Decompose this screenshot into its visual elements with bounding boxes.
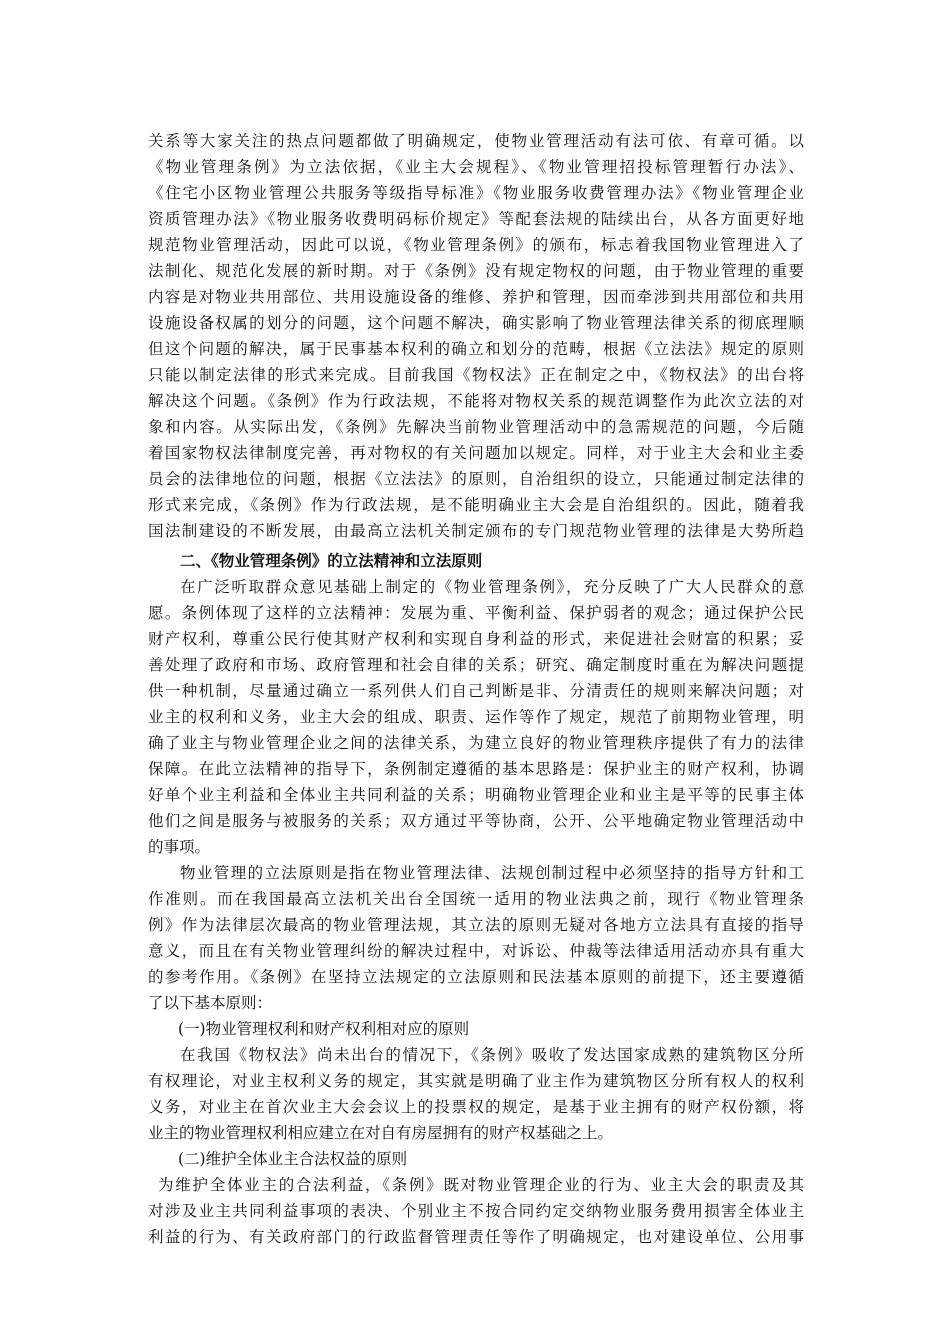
paragraph-line: 物业管理的立法原则是指在物业管理法律、法规创制过程中必须坚持的指导方针和工 <box>180 864 804 882</box>
paragraph-line: 解决这个问题。《条例》作为行政法规，不能将对物权关系的规范调整作为此次立法的对 <box>148 392 804 410</box>
paragraph-line: 有权理论，对业主权利义务的规定，其实就是明确了业主作为建筑物区分所有权人的权利 <box>148 1072 804 1090</box>
paragraph-line: 例》作为法律层次最高的物业管理法规，其立法的原则无疑对各地方立法具有直接的指导 <box>148 916 804 934</box>
paragraph-line: 的事项。 <box>148 838 211 856</box>
paragraph-line: 《住宅小区物业管理公共服务等级指导标准》《物业服务收费管理办法》《物业管理企业 <box>148 184 804 202</box>
section-heading: 二、《物业管理条例》的立法精神和立法原则 <box>180 551 483 570</box>
paragraph-line: 业主的权利和义务，业主大会的组成、职责、运作等作了规定，规范了前期物业管理，明 <box>148 708 804 726</box>
paragraph-line: 规范物业管理活动，因此可以说，《物业管理条例》的颁布，标志着我国物业管理进入了 <box>148 236 804 254</box>
paragraph-line: 意义，而且在有关物业管理纠纷的解决过程中，对诉讼、仲裁等法律适用活动亦具有重大 <box>148 942 804 960</box>
paragraph-line: 内容是对物业共用部位、共用设施设备的维修、养护和管理，因而牵涉到共用部位和共用 <box>148 288 804 306</box>
paragraph-line: 财产权利，尊重公民行使其财产权利和实现自身利益的形式，来促进社会财富的积累；妥 <box>148 630 804 648</box>
paragraph-line: 形式来完成，《条例》作为行政法规，是不能明确业主大会是自治组织的。因此，随着我 <box>148 496 804 514</box>
paragraph-line: 在我国《物权法》尚未出台的情况下，《条例》吸收了发达国家成熟的建筑物区分所 <box>180 1046 804 1064</box>
paragraph-line: 只能以制定法律的形式来完成。目前我国《物权法》正在制定之中，《物权法》的出台将 <box>148 366 804 384</box>
paragraph-line: 好单个业主利益和全体业主共同利益的关系；明确物业管理企业和业主是平等的民事主体 <box>148 786 804 804</box>
paragraph-line: 的参考作用。《条例》在坚持立法规定的立法原则和民法基本原则的前提下，还主要遵循 <box>148 968 804 986</box>
paragraph-line: 在广泛听取群众意见基础上制定的《物业管理条例》，充分反映了广大人民群众的意 <box>180 578 804 596</box>
paragraph-line: 愿。条例体现了这样的立法精神：发展为重、平衡利益、保护弱者的观念；通过保护公民 <box>148 604 804 622</box>
paragraph-line: 供一种机制，尽量通过确立一系列供人们自己判断是非、分清责任的规则来解决问题；对 <box>148 682 804 700</box>
paragraph-line: 为维护全体业主的合法利益，《条例》既对物业管理企业的行为、业主大会的职责及其 <box>158 1176 804 1194</box>
paragraph-line: 设施设备权属的划分的问题，这个问题不解决，确实影响了物业管理法律关系的彻底理顺 <box>148 314 804 332</box>
principle-item-title: (一)物业管理权利和财产权利相对应的原则 <box>178 1020 470 1038</box>
paragraph-line: 利益的行为、有关政府部门的行政监督管理责任等作了明确规定，也对建设单位、公用事 <box>148 1228 804 1246</box>
paragraph-line: 确了业主与物业管理企业之间的法律关系，为建立良好的物业管理秩序提供了有力的法律 <box>148 734 804 752</box>
paragraph-line: 他们之间是服务与被服务的关系；双方通过平等协商，公开、公平地确定物业管理活动中 <box>148 812 804 830</box>
paragraph-line: 法制化、规范化发展的新时期。对于《条例》没有规定物权的问题，由于物业管理的重要 <box>148 262 804 280</box>
paragraph-line: 员会的法律地位的问题，根据《立法法》的原则，自治组织的设立，只能通过制定法律的 <box>148 470 804 488</box>
paragraph-line: 保障。在此立法精神的指导下，条例制定遵循的基本思路是：保护业主的财产权利，协调 <box>148 760 804 778</box>
paragraph-line: 业主的物业管理权利相应建立在对自有房屋拥有的财产权基础之上。 <box>148 1124 614 1142</box>
paragraph-line: 资质管理办法》《物业服务收费明码标价规定》等配套法规的陆续出台，从各方面更好地 <box>148 210 804 228</box>
paragraph-line: 国法制建设的不断发展，由最高立法机关制定颁布的专门规范物业管理的法律是大势所趋 <box>148 522 804 540</box>
principle-item-title: (二)维护全体业主合法权益的原则 <box>178 1150 408 1168</box>
paragraph-line: 象和内容。从实际出发，《条例》先解决当前物业管理活动中的急需规范的问题，今后随 <box>148 418 804 436</box>
paragraph-line: 义务，对业主在首次业主大会会议上的投票权的规定，是基于业主拥有的财产权份额，将 <box>148 1098 804 1116</box>
paragraph-line: 关系等大家关注的热点问题都做了明确规定，使物业管理活动有法可依、有章可循。以 <box>148 132 804 150</box>
paragraph-line: 对涉及业主共同利益事项的表决、个别业主不按合同约定交纳物业服务费用损害全体业主 <box>148 1202 804 1220</box>
paragraph-line: 着国家物权法律制度完善，再对物权的有关问题加以规定。同样，对于业主大会和业主委 <box>148 444 804 462</box>
paragraph-line: 《物业管理条例》为立法依据，《业主大会规程》、《物业管理招投标管理暂行办法》、 <box>148 158 804 176</box>
paragraph-line: 善处理了政府和市场、政府管理和社会自律的关系；研究、确定制度时重在为解决问题提 <box>148 656 804 674</box>
paragraph-line: 作准则。而在我国最高立法机关出台全国统一适用的物业法典之前，现行《物业管理条 <box>148 890 804 908</box>
paragraph-line: 但这个问题的解决，属于民事基本权利的确立和划分的范畴，根据《立法法》规定的原则 <box>148 340 804 358</box>
paragraph-line: 了以下基本原则： <box>148 994 273 1012</box>
